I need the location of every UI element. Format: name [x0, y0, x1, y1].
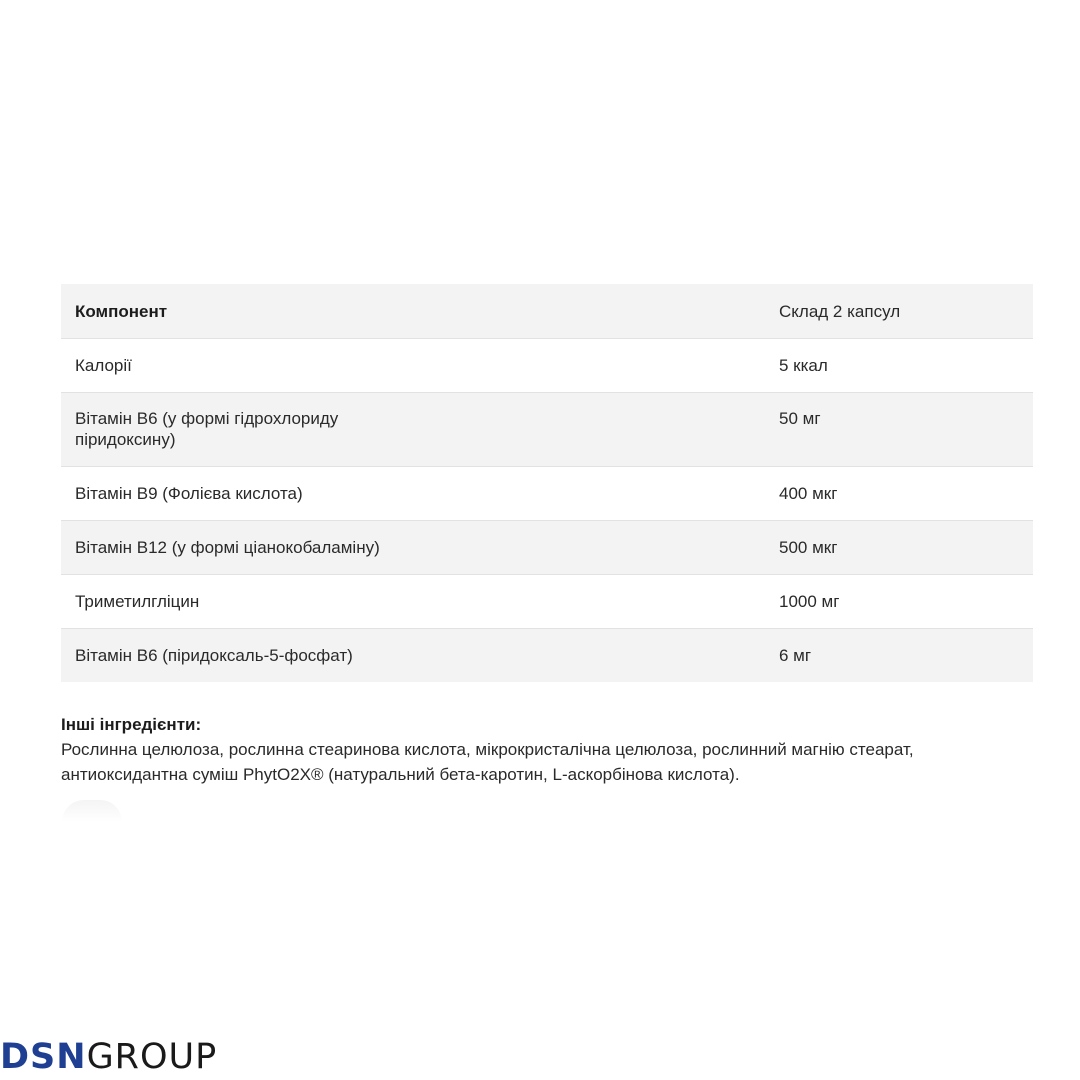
- row-component: Вітамін В6 (у формі гідрохлориду піридоксину): [75, 409, 339, 449]
- row-amount: 6 мг: [779, 646, 812, 665]
- other-ingredients: [61, 712, 1021, 787]
- logo-group: GROUP: [86, 1037, 218, 1077]
- other-ingredients-text: Рослинна целюлоза, рослинна стеаринова кислота, мікрокристалічна целюлоза, рослинний магнію стеарат, антиоксидантна суміш PhytO2X® (натуральний бета-каротин, L-аскорбінова кислота).: [61, 740, 914, 784]
- header-amount: Склад 2 капсул: [779, 301, 901, 321]
- table-row: [61, 575, 1033, 629]
- row-component: Триметилгліцин: [75, 592, 200, 611]
- table-row: [61, 629, 1033, 683]
- row-amount: 1000 мг: [779, 592, 840, 611]
- row-component: Вітамін В9 (Фолієва кислота): [75, 484, 303, 503]
- row-component: Калорії: [75, 356, 132, 375]
- logo-dsn: DSN: [0, 1037, 87, 1077]
- row-component: Вітамін В6 (піридоксаль-5-фосфат): [75, 646, 353, 665]
- row-amount: 5 ккал: [779, 356, 828, 375]
- row-component: Вітамін В12 (у формі ціанокобаламіну): [75, 538, 380, 557]
- table-row: [61, 339, 1033, 393]
- other-ingredients-title: Інші інгредієнти:: [61, 715, 202, 734]
- table-row: [61, 521, 1033, 575]
- decorative-circle: [62, 800, 122, 822]
- row-amount: 500 мкг: [779, 538, 838, 557]
- brand-logo: [0, 1037, 217, 1077]
- header-component: Компонент: [75, 301, 168, 321]
- row-amount: 50 мг: [779, 409, 821, 428]
- row-amount: 400 мкг: [779, 484, 838, 503]
- table-row: [61, 393, 1033, 467]
- table-header-row: [61, 284, 1033, 339]
- nutrition-table: [61, 284, 1033, 682]
- table-row: [61, 467, 1033, 521]
